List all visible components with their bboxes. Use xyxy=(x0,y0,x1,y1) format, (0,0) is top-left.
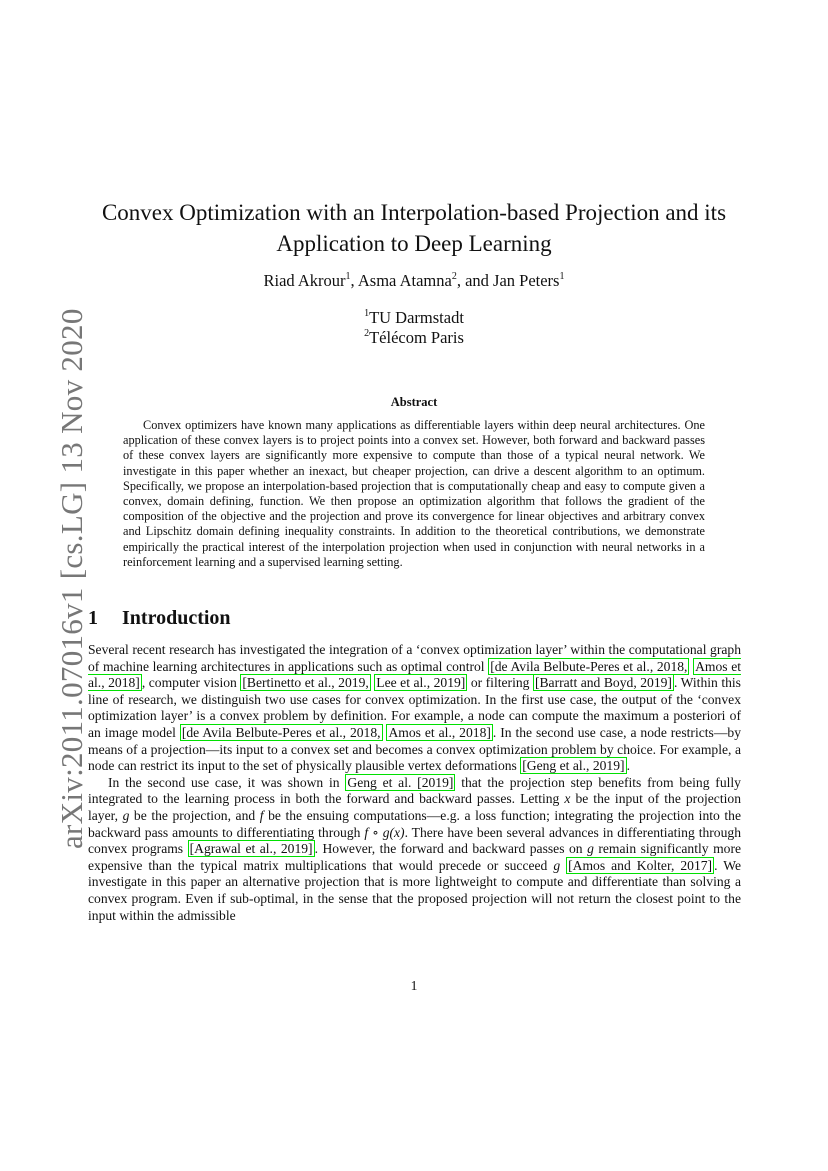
math-variable: g xyxy=(587,841,594,857)
page-number: 1 xyxy=(410,978,418,993)
citation-link[interactable]: [Agrawal et al., 2019] xyxy=(189,841,313,857)
citation-link[interactable]: Lee et al., 2019] xyxy=(376,675,466,691)
paragraph-1: Several recent research has investigated the integration of a ‘convex optimization layer’ within the computational graph of machine learning architectures in applications such as optimal control [de Avila Belbute-Peres et al., 2018, Amos et al., 2018] , computer vision [Bertinetto et al., 2019, Lee et al., 2019] or filtering [Barratt and Boyd, 2019] . Within this line of research, we distinguish two use cases for convex optimization. In the first use case, the output of the ‘convex optimization layer’ is a convex problem by definition. For example, a node can compute the maximum a posteriori of an image model [de Avila Belbute-Peres et al., 2018, Amos et al., 2018] . In the second use case, a node restricts—by means of a projection—its input to a convex set and becomes a convex optimization problem by choice. For example, a node can restrict its input to the set of physically plausible vertex deformations [Geng et al., 2019] . xyxy=(88,642,742,774)
affiliation-1: $^1$TU Darmstadt xyxy=(364,308,464,327)
affiliation-marker: 2 xyxy=(451,271,457,282)
math-variable: f xyxy=(259,807,264,823)
section-heading xyxy=(88,607,231,630)
arxiv-identifier: arXiv:2011.07016v1 [cs.LG] 13 Nov 2020 xyxy=(54,308,89,849)
introduction-body xyxy=(88,642,741,924)
affiliation-2: $^2$Télécom Paris xyxy=(364,328,464,347)
author-name: Riad Akrour xyxy=(263,271,346,290)
affiliation-marker: 1 xyxy=(559,271,565,282)
author-name: , and Jan Peters xyxy=(456,271,560,290)
section-number: 1 xyxy=(88,607,98,629)
math-variable: x xyxy=(564,791,571,807)
citation-link[interactable]: [de Avila Belbute-Peres et al., 2018, xyxy=(181,724,381,740)
citation-link[interactable]: Amos et al., 2018] xyxy=(388,724,491,740)
abstract-text: Convex optimizers have known many applications as differentiable layers within deep neural architectures. One application of these convex layers is to project points into a convex set. However, both forward and backward passes of these convex layers are significantly more expensive to compute than those of a typical neural network. We investigate in this paper whether an inexact, but cheaper projection, can drive a descent algorithm to an optimum. Specifically, we propose an interpolation-based projection that is computationally cheap and easy to compute given a convex, domain defining, function. We then propose an optimization algorithm that follows the gradient of the composition of the objective and the projection and prove its convergence for linear objectives and arbitrary convex and Lipschitz domain defining inequality constraints. In addition to the theoretical contributions, we demonstrate empirically the practical interest of the interpolation projection when used in conjunction with neural networks in a reinforcement learning and a supervised learning setting. xyxy=(123,418,705,569)
affiliation-marker: 1 xyxy=(345,271,351,282)
citation-link[interactable]: Geng et al. [2019] xyxy=(347,774,454,790)
author-list xyxy=(0,271,828,291)
citation-link[interactable]: [Geng et al., 2019] xyxy=(522,758,625,774)
citation-link[interactable]: [Bertinetto et al., 2019, xyxy=(242,675,369,691)
section-title: Introduction xyxy=(122,607,231,629)
math-expression: f ∘ g(x) xyxy=(364,824,405,840)
citation-link[interactable]: [Barratt and Boyd, 2019] xyxy=(534,675,672,691)
math-variable: g xyxy=(553,857,561,873)
math-variable: g xyxy=(122,807,130,823)
abstract-heading: Abstract xyxy=(390,395,438,409)
author-name: , Asma Atamna xyxy=(350,271,452,290)
paragraph-2: In the second use case, it was shown in Geng et al. [2019] that the projection step benefits from being fully integrated to the learning process in both the forward and backward passes. Letting x be the input of the projection layer, g be the projection, and f be the ensuing computations—e.g. a loss function; integrating the projection into the backward pass amounts to differentiating through f ∘ g(x). There have been several advances in differentiating through convex programs [Agrawal et al., 2019] . However, the forward and backward passes on g remain significantly more expensive than the typical matrix multiplications that would precede or succeed g [Amos and Kolter, 2017] . We investigate in this paper an alternative projection that is more lightweight to compute and differentiate than solving a convex program. Even if sub-optimal, in the sense that the proposed projection will not return the closest point to the input within the admissible xyxy=(88,774,742,923)
citation-link[interactable]: [de Avila Belbute-Peres et al., 2018, xyxy=(490,658,688,674)
paper-title: Convex Optimization with an Interpolation-based Projection and its Application to Deep Learning xyxy=(101,200,727,256)
citation-link[interactable]: Amos et al., 2018] xyxy=(88,658,741,691)
citation-link[interactable]: [Amos and Kolter, 2017] xyxy=(568,857,713,873)
